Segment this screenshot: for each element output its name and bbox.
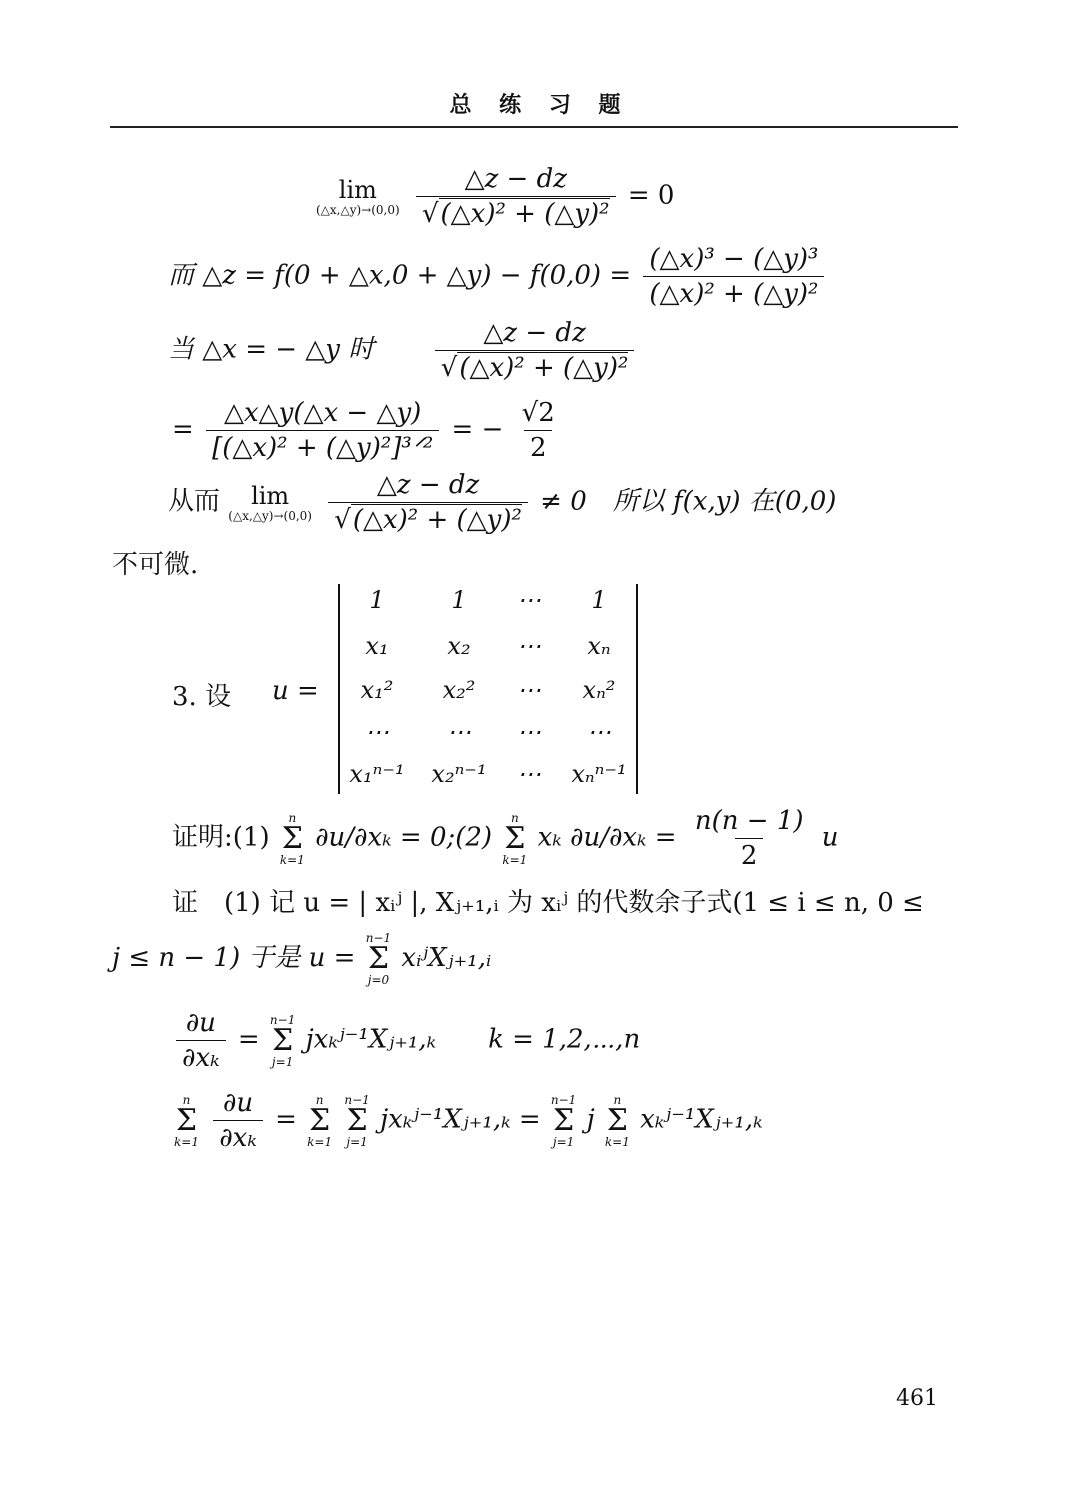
- det-cell: 1: [369, 586, 385, 614]
- det-cell: ⋯: [365, 718, 389, 746]
- det-cell: x₂ⁿ⁻¹: [431, 760, 487, 788]
- proof-line-2: j ≤ n − 1) 于是 u = n−1 Σ j=0 xᵢʲXⱼ₊₁,ᵢ: [112, 931, 492, 987]
- det-cell: 1: [451, 586, 467, 614]
- det-cell: ⋯: [517, 718, 541, 746]
- text-not-differentiable: 不可微.: [112, 550, 199, 580]
- equation-limit-2: 从而 lim (△x,△y)→(0,0) $\frac{\triangle z - dz}{\text{√(△x)² + (△y)²}}$ ≠ 0 所以 f(x,y) 在(0,0): [168, 470, 837, 535]
- det-cell: ⋯: [517, 586, 541, 614]
- proof-line-1: 证 (1) 记 u = | xᵢʲ |, Xⱼ₊₁,ᵢ 为 xᵢʲ 的代数余子式(1 ≤ i ≤ n, 0 ≤: [172, 888, 924, 918]
- det-cell: xₙⁿ⁻¹: [571, 760, 627, 788]
- det-cell: x₂²: [442, 676, 476, 704]
- det-cell: xₙ²: [582, 676, 616, 704]
- det-cell: 1: [591, 586, 607, 614]
- det-cell: x₁: [365, 632, 389, 660]
- det-cell: x₁ⁿ⁻¹: [349, 760, 405, 788]
- prove-statement: 证明:(1) n Σ k=1 ∂u/∂xₖ = 0;(2) n Σ k=1 xₖ ∂u/∂xₖ = $\frac{n(n - 1)}{2}$ u: [172, 806, 839, 871]
- u-equals: u =: [272, 676, 319, 706]
- header-rule: [110, 126, 958, 128]
- equation-limit-1: lim (△x,△y)→(0,0) $\frac{\triangle z - dz}{\text{√(△x)² + (△y)²}}$ = 0: [316, 164, 675, 229]
- equation-sum-partials: n Σ k=1 $\frac{\partial u}{\text{∂xₖ}}$ = n Σ k=1 n−1 Σ j=1 jxₖʲ⁻¹Xⱼ₊₁,ₖ = n−1 Σ j=1 j n Σ k=1 xₖʲ⁻¹Xⱼ₊₁,ₖ: [174, 1088, 763, 1153]
- problem-3-label: 3. 设: [172, 682, 232, 712]
- equation-partial-u: $\frac{\partial u}{\text{∂xₖ}}$ = n−1 Σ j=1 jxₖʲ⁻¹Xⱼ₊₁,ₖ k = 1,2,⋯,n: [172, 1010, 640, 1071]
- det-cell: ⋯: [587, 718, 611, 746]
- det-cell: ⋯: [447, 718, 471, 746]
- equation-result: = $\frac{\triangle x\triangle y(\triangle x - \triangle y)}{\text{[(△x)² + (△y)²]³ᐟ²}}$ = − $\frac{√2}{2}$: [172, 398, 555, 463]
- det-cell: ⋯: [517, 676, 541, 704]
- vandermonde-determinant: [338, 584, 638, 794]
- det-cell: x₂: [447, 632, 471, 660]
- equation-when: 当 △x = − △y 时 $\frac{\triangle z - dz}{\text{√(△x)² + (△y)²}}$: [168, 320, 638, 381]
- det-cell: ⋯: [517, 760, 541, 788]
- det-cell: x₁²: [360, 676, 394, 704]
- running-header: 总 练 习 题: [449, 92, 631, 118]
- det-cell: ⋯: [517, 632, 541, 660]
- page-number: 461: [896, 1386, 938, 1411]
- equation-delta-z: 而 △z = f(0 + △x,0 + △y) − f(0,0) = $\frac{\text{(△x)³ − (△y)³}}{\text{(△x)² + (△y)²}}$: [168, 246, 828, 307]
- det-cell: xₙ: [587, 632, 611, 660]
